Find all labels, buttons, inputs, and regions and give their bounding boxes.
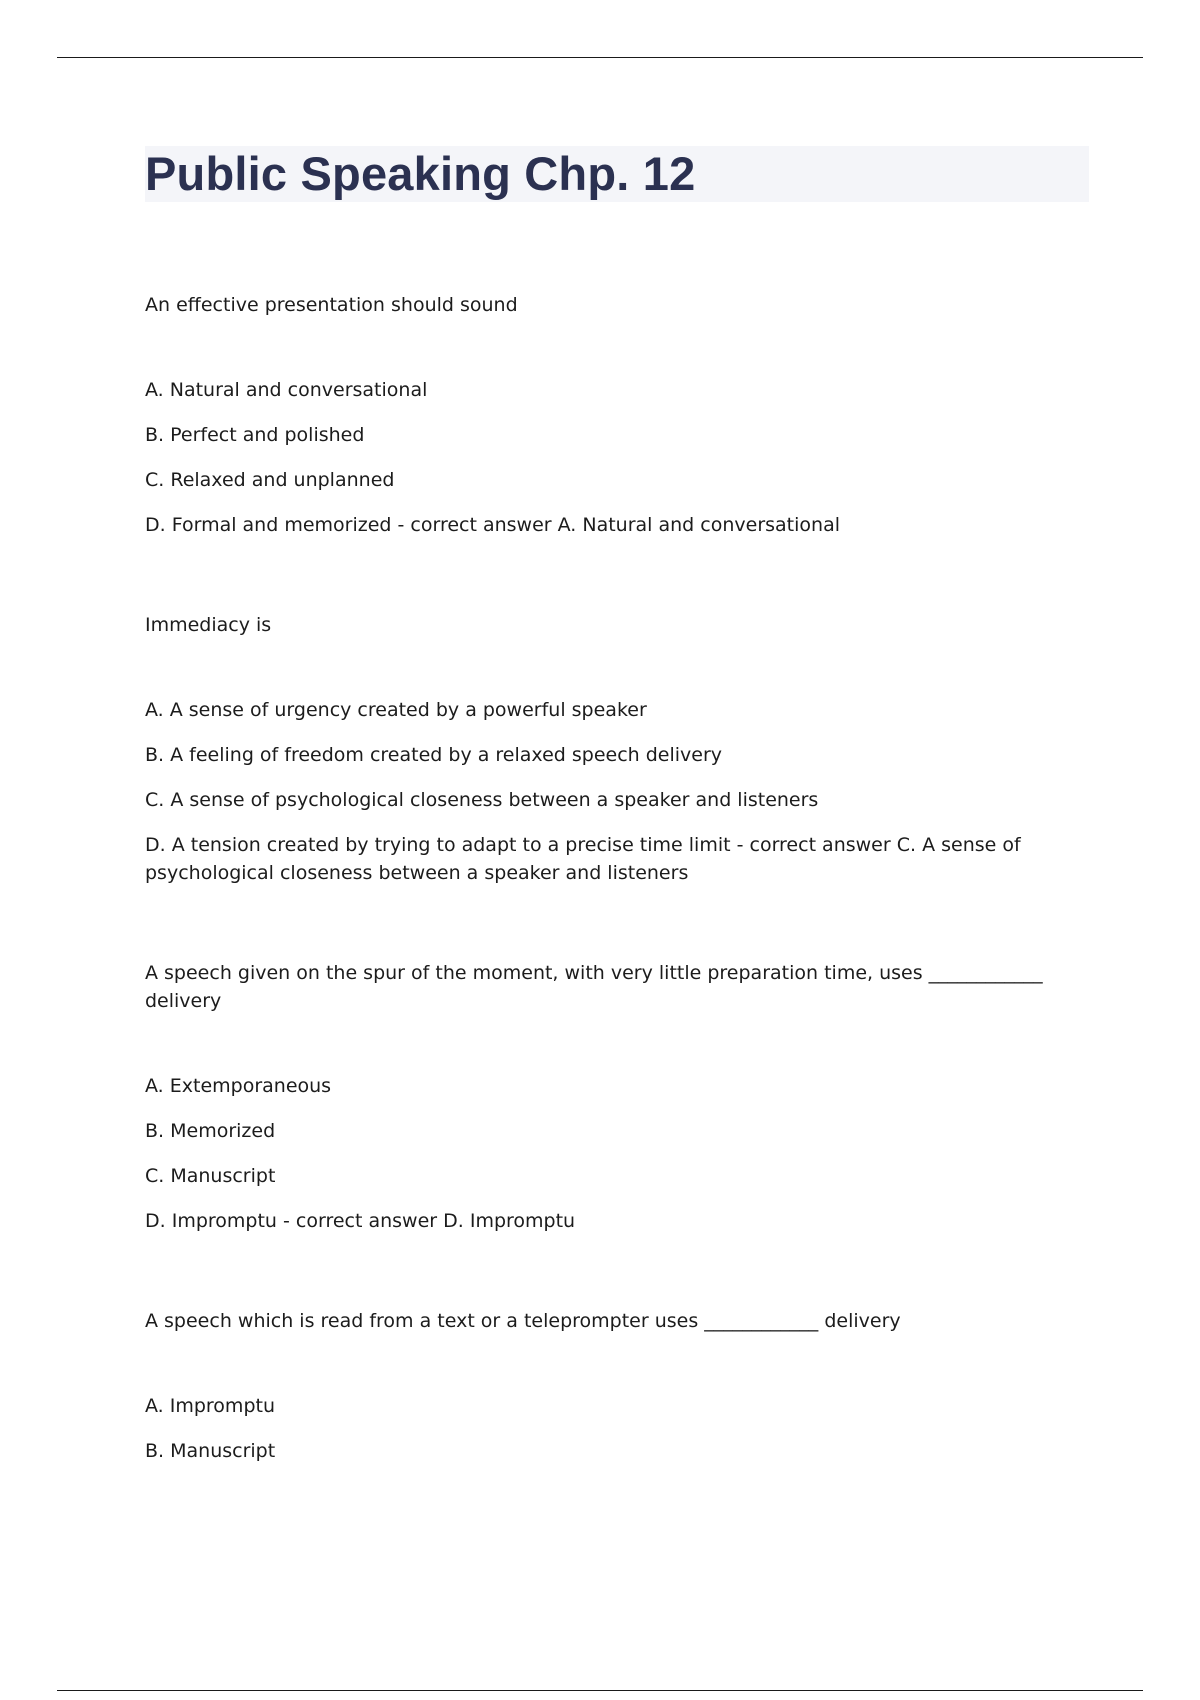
answer-option: B. Memorized — [145, 1120, 276, 1142]
page-title: Public Speaking Chp. 12 — [145, 147, 696, 200]
question-block — [145, 611, 1090, 887]
bottom-divider — [57, 1690, 1143, 1691]
answer-option: D. Impromptu - correct answer D. Impromptu — [145, 1210, 576, 1232]
answer-option: B. Manuscript — [145, 1440, 276, 1462]
answer-option: C. Relaxed and unplanned — [145, 469, 395, 491]
question-prompt: An effective presentation should sound — [145, 294, 518, 316]
question-prompt: A speech which is read from a text or a teleprompter uses ____________ delivery — [145, 1310, 901, 1332]
question-block — [145, 959, 1090, 1235]
answer-option: C. Manuscript — [145, 1165, 276, 1187]
answer-option: D. A tension created by trying to adapt to a precise time limit - correct answer C. A sense of psychological closeness between a speaker and listeners — [145, 834, 1021, 884]
answer-option: A. Impromptu — [145, 1395, 275, 1417]
question-prompt: Immediacy is — [145, 614, 272, 636]
answer-option: C. A sense of psychological closeness between a speaker and listeners — [145, 789, 819, 811]
answer-option: B. A feeling of freedom created by a relaxed speech delivery — [145, 744, 723, 766]
question-block — [145, 291, 1090, 539]
top-divider — [57, 57, 1143, 58]
question-list — [145, 291, 1090, 1537]
answer-option: A. Natural and conversational — [145, 379, 428, 401]
question-block — [145, 1307, 1090, 1465]
answer-option: A. A sense of urgency created by a powerful speaker — [145, 699, 647, 721]
answer-option: D. Formal and memorized - correct answer A. Natural and conversational — [145, 514, 840, 536]
answer-option: B. Perfect and polished — [145, 424, 365, 446]
answer-option: A. Extemporaneous — [145, 1075, 332, 1097]
question-prompt: A speech given on the spur of the moment, with very little preparation time, uses ____________ delivery — [145, 962, 1043, 1012]
